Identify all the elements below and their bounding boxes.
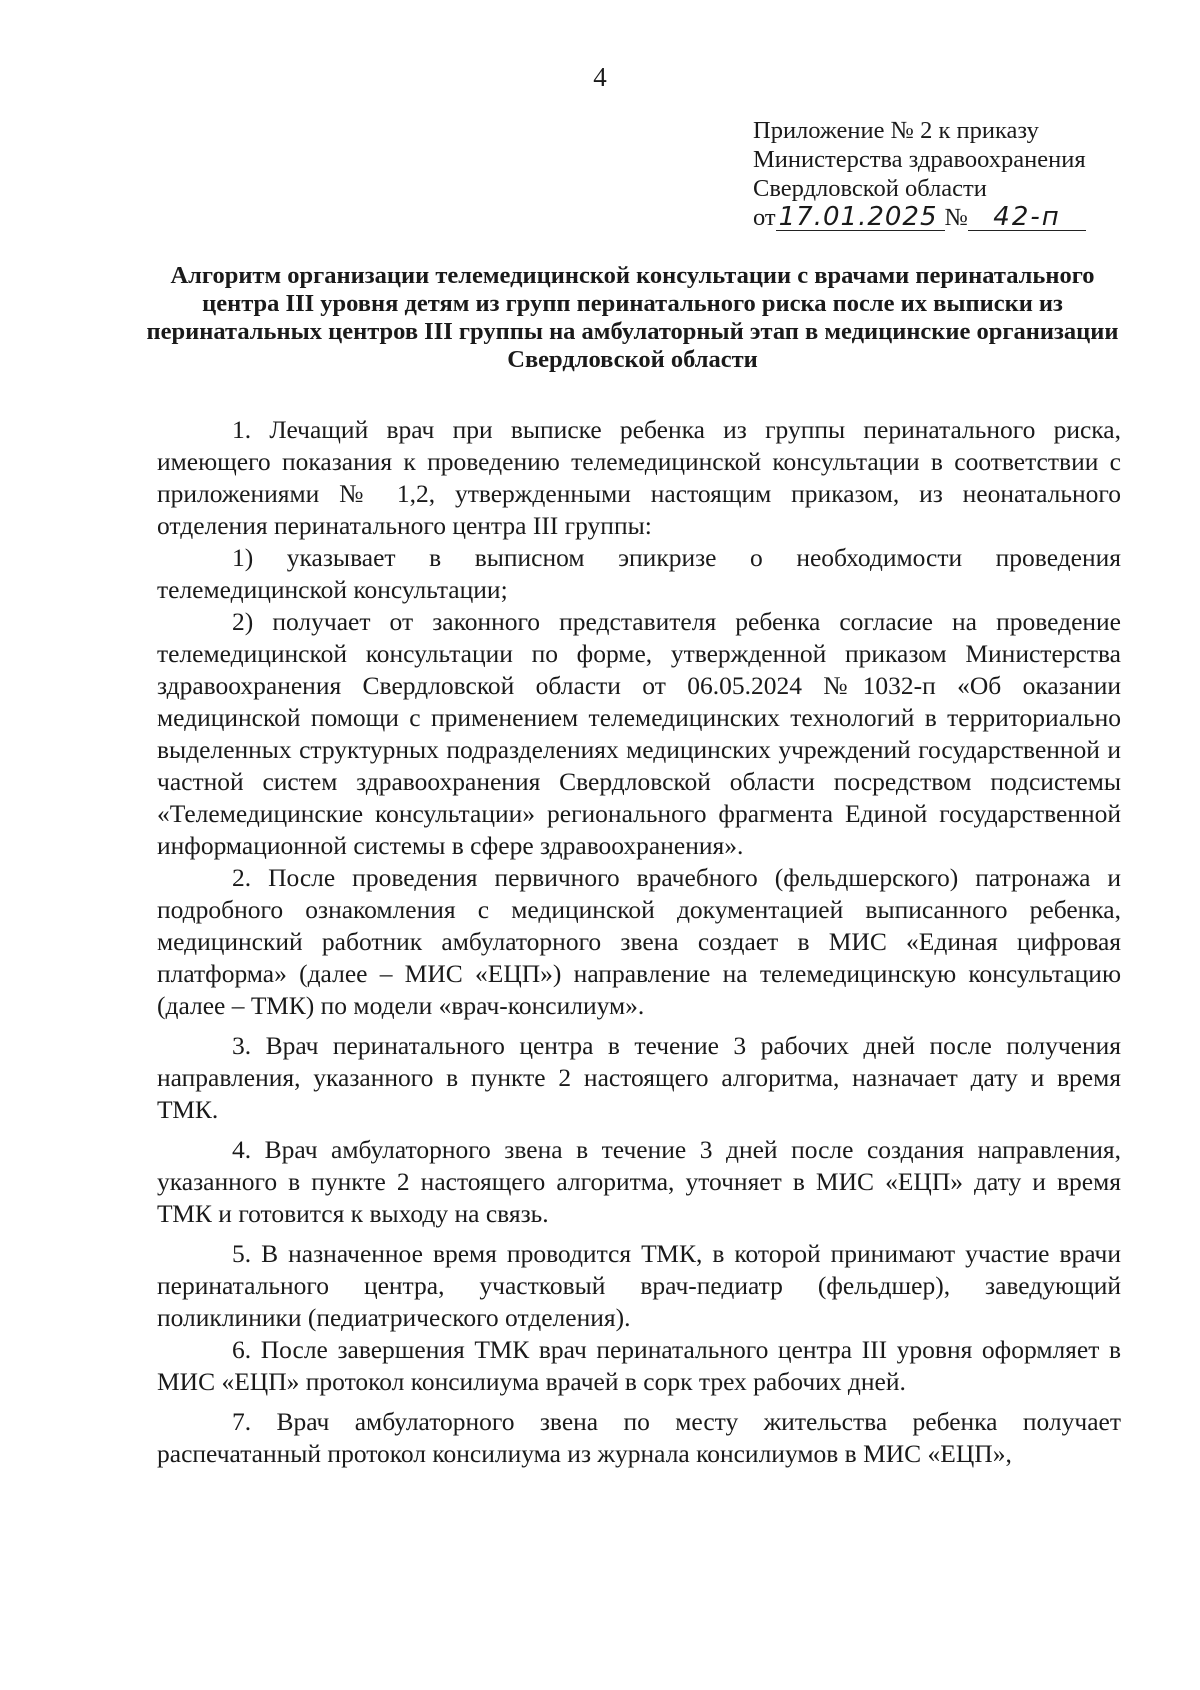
annex-header <box>753 116 1086 232</box>
page-number: 4 <box>593 62 607 92</box>
handwritten-date: 17.01.2025 <box>776 204 945 231</box>
annex-line-1: Приложение № 2 к приказу <box>753 117 1039 144</box>
annex-line-2: Министерства здравоохранения <box>753 146 1086 173</box>
paragraph-item-7: 7. Врач амбулаторного звена по месту жительства ребенка получает распечатанный протокол консилиума из журнала консилиумов в МИС «ЕЦП», <box>157 1407 1121 1468</box>
date-prefix: от <box>753 204 776 231</box>
paragraph-item-4: 4. Врач амбулаторного звена в течение 3 дней после создания направления, указанного в пункте 2 настоящего алгоритма, уточняет в МИС «ЕЦП» дату и время ТМК и готовится к выходу на связь. <box>157 1135 1121 1228</box>
paragraph-subitem-1: 1) указывает в выписном эпикризе о необходимости проведения телемедицинской консультации; <box>157 543 1121 604</box>
paragraph-item-1: 1. Лечащий врач при выписке ребенка из группы перинатального риска, имеющего показания к проведению телемедицинской консультации в соответствии с приложениями № 1,2, утвержденными настоящим приказом, из неонатального отделения перинатального центра III группы: <box>157 415 1121 540</box>
paragraph-subitem-2: 2) получает от законного представителя ребенка согласие на проведение телемедицинской консультации по форме, утвержденной приказом Министерства здравоохранения Свердловской области от 06.05.2024 №1032-п «Об оказании медицинской помощи с применением телемедицинских технологий в территориально выделенных структурных подразделениях медицинских учреждений государственной и частной систем здравоохранения Свердловской области посредством подсистемы «Телемедицинские консультации» регионального фрагмента Единой государственной информационной системы в сфере здравоохранения». <box>157 607 1121 860</box>
number-prefix: № <box>944 204 969 231</box>
paragraph-item-2: 2. После проведения первичного врачебного (фельдшерского) патронажа и подробного ознакомления с медицинской документацией выписанного ребенка, медицинский работник амбулаторного звена создает в МИС «Единая цифровая платформа» (далее – МИС «ЕЦП») направление на телемедицинскую консультацию (далее – ТМК) по модели «врач-консилиум». <box>157 863 1121 1020</box>
paragraph-item-5: 5. В назначенное время проводится ТМК, в которой принимают участие врачи перинатального центра, участковый врач-педиатр (фельдшер), заведующий поликлиники (педиатрического отделения). <box>157 1239 1121 1332</box>
document-title: Алгоритм организации телемедицинской консультации с врачами перинатального центра III уровня детям из групп перинатального риска после их выписки из перинатальных центров III группы на амбулаторный этап в медицинские организации Свердловской области <box>146 262 1119 373</box>
order-date-number-line <box>753 203 1086 232</box>
document-body <box>157 414 1121 1470</box>
paragraph-item-6: 6. После завершения ТМК врач перинатального центра III уровня оформляет в МИС «ЕЦП» протокол консилиума врачей в сорк трех рабочих дней. <box>157 1335 1121 1396</box>
annex-line-3: Свердловской области <box>753 175 987 202</box>
paragraph-item-3: 3. Врач перинатального центра в течение 3 рабочих дней после получения направления, указанного в пункте 2 настоящего алгоритма, назначает дату и время ТМК. <box>157 1031 1121 1124</box>
handwritten-order-number: 42-п <box>968 204 1086 231</box>
